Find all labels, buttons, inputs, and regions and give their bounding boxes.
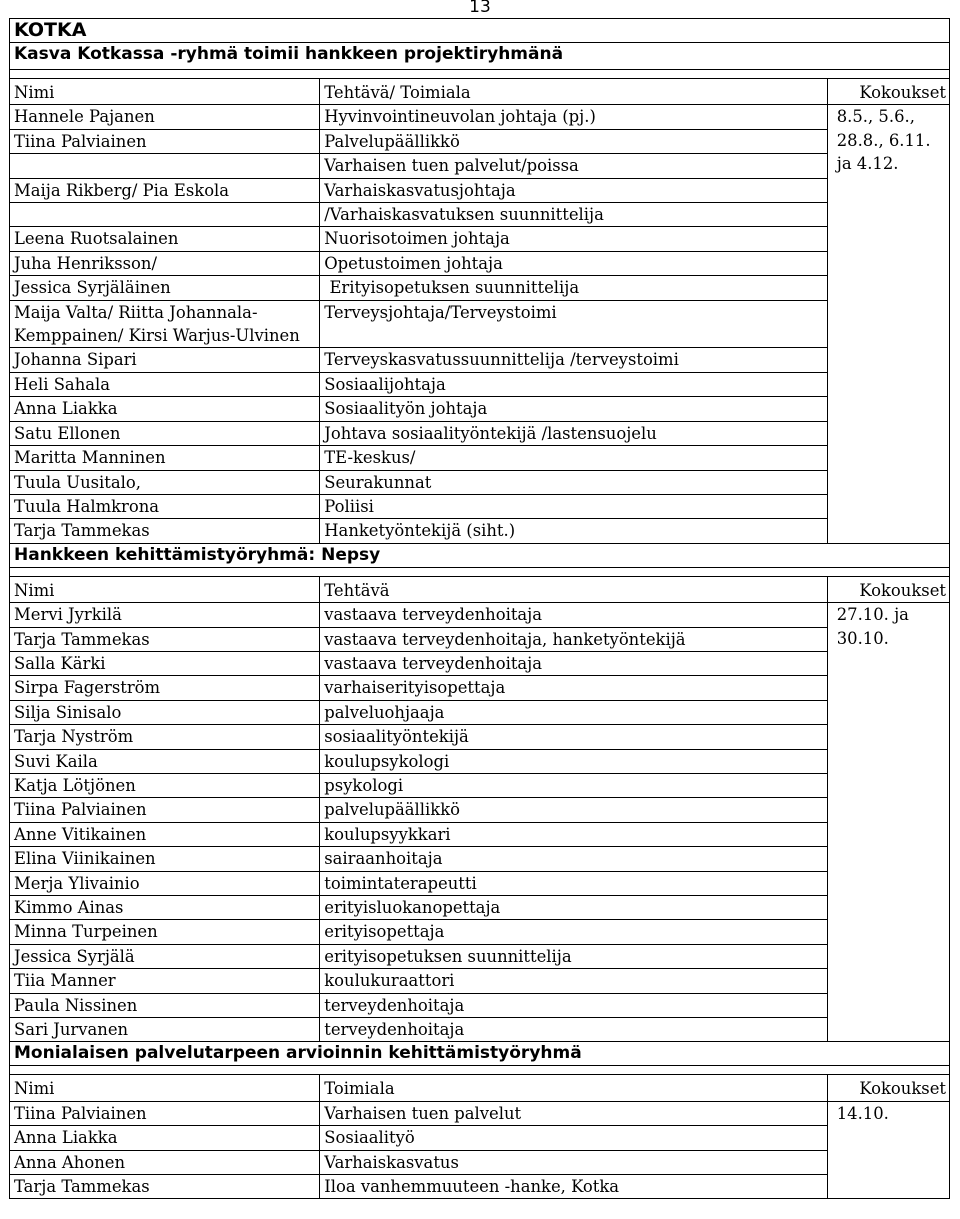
member-name: Suvi Kaila: [10, 749, 320, 773]
spacer-row: [10, 70, 950, 79]
table-row: [10, 1126, 950, 1150]
member-role: vastaava terveydenhoitaja: [320, 603, 827, 627]
meetings-cell: [827, 1101, 949, 1199]
table-row: [10, 871, 950, 895]
table-row: [10, 896, 950, 920]
member-name: Jessica Syrjäläinen: [10, 276, 320, 300]
doc-heading: KOTKA: [10, 19, 950, 43]
member-role: Terveysjohtaja/Terveystoimi: [320, 300, 827, 348]
member-name: Katja Lötjönen: [10, 773, 320, 797]
member-name: Tuula Uusitalo,: [10, 470, 320, 494]
table-row: [10, 798, 950, 822]
section1-header-meetings: Kokoukset: [827, 79, 949, 105]
table-row: [10, 154, 950, 178]
section2-header-name: Nimi: [10, 576, 320, 602]
member-role: koulukuraattori: [320, 969, 827, 993]
member-name: Satu Ellonen: [10, 421, 320, 445]
member-name: Tiina Palviainen: [10, 129, 320, 153]
member-role: Terveyskasvatussuunnittelija /terveystoimi: [320, 348, 827, 372]
table-row: [10, 700, 950, 724]
member-role: Varhaisen tuen palvelut/poissa: [320, 154, 827, 178]
member-role: Varhaiskasvatus: [320, 1150, 827, 1174]
member-name: Merja Ylivainio: [10, 871, 320, 895]
member-role: terveydenhoitaja: [320, 993, 827, 1017]
member-name: Tiia Manner: [10, 969, 320, 993]
section1-header-row: [10, 79, 950, 105]
table-row: [10, 822, 950, 846]
section2-title: Hankkeen kehittämistyöryhmä: Nepsy: [10, 543, 950, 567]
table-row: [10, 519, 950, 543]
table-row: [10, 276, 950, 300]
section3-body: [10, 1101, 950, 1199]
table-row: [10, 603, 950, 627]
member-role: varhaiserityisopettaja: [320, 676, 827, 700]
member-role: Johtava sosiaalityöntekijä /lastensuojelu: [320, 421, 827, 445]
table-row: [10, 470, 950, 494]
member-role: sairaanhoitaja: [320, 847, 827, 871]
member-role: erityisopetuksen suunnittelija: [320, 944, 827, 968]
table-row: [10, 300, 950, 348]
member-name: Sari Jurvanen: [10, 1018, 320, 1042]
table-row: [10, 773, 950, 797]
member-name: Paula Nissinen: [10, 993, 320, 1017]
section2-header-meetings: Kokoukset: [827, 576, 949, 602]
spacer-row: [10, 567, 950, 576]
table-row: [10, 1175, 950, 1199]
meeting-dates: 14.10.: [836, 1103, 889, 1123]
table-row: [10, 920, 950, 944]
document-table: [9, 18, 950, 1199]
meeting-dates: 27.10. ja: [836, 605, 909, 625]
page-number: 13: [469, 0, 491, 17]
section2-title-row: [10, 543, 950, 567]
section3-header-name: Nimi: [10, 1075, 320, 1101]
member-name: Maija Valta/ Riitta Johannala-Kemppainen/ Kirsi Warjus-Ulvinen: [10, 300, 320, 348]
table-row: [10, 651, 950, 675]
table-row: [10, 944, 950, 968]
heading-row: [10, 19, 950, 43]
meetings-cell: [827, 603, 949, 1042]
table-row: [10, 749, 950, 773]
table-row: [10, 446, 950, 470]
meeting-dates: 8.5., 5.6.,: [836, 107, 915, 127]
section3-header-row: [10, 1075, 950, 1101]
member-role: TE-keskus/: [320, 446, 827, 470]
member-role: Hanketyöntekijä (siht.): [320, 519, 827, 543]
member-name: Heli Sahala: [10, 372, 320, 396]
meeting-dates: ja 4.12.: [836, 154, 899, 174]
member-name: Elina Viinikainen: [10, 847, 320, 871]
member-role: Sosiaalityö: [320, 1126, 827, 1150]
member-role: vastaava terveydenhoitaja: [320, 651, 827, 675]
section1-body: [10, 105, 950, 543]
table-row: [10, 627, 950, 651]
table-row: [10, 397, 950, 421]
member-role: Hyvinvointineuvolan johtaja (pj.): [320, 105, 827, 129]
member-name: Tarja Tammekas: [10, 627, 320, 651]
section3-header-meetings: Kokoukset: [827, 1075, 949, 1101]
section2-header-role: Tehtävä: [320, 576, 827, 602]
section1-header-name: Nimi: [10, 79, 320, 105]
table-row: [10, 1101, 950, 1125]
member-name: Tarja Tammekas: [10, 519, 320, 543]
table-row: [10, 421, 950, 445]
table-row: [10, 348, 950, 372]
member-name: Tarja Tammekas: [10, 1175, 320, 1199]
member-name: Salla Kärki: [10, 651, 320, 675]
member-name: Anna Liakka: [10, 397, 320, 421]
member-role: Poliisi: [320, 494, 827, 518]
member-name: Kimmo Ainas: [10, 896, 320, 920]
section1-header-role: Tehtävä/ Toimiala: [320, 79, 827, 105]
table-row: [10, 203, 950, 227]
member-name: [10, 154, 320, 178]
section3-title: Monialaisen palvelutarpeen arvioinnin kehittämistyöryhmä: [10, 1042, 950, 1066]
member-name: Tiina Palviainen: [10, 798, 320, 822]
member-role: sosiaalityöntekijä: [320, 725, 827, 749]
member-role: Sosiaalijohtaja: [320, 372, 827, 396]
table-row: [10, 251, 950, 275]
table-row: [10, 494, 950, 518]
section3-title-row: [10, 1042, 950, 1066]
member-name: Johanna Sipari: [10, 348, 320, 372]
member-name: Maija Rikberg/ Pia Eskola: [10, 178, 320, 202]
member-role: koulupsyykkari: [320, 822, 827, 846]
member-role: Erityisopetuksen suunnittelija: [320, 276, 827, 300]
table-row: [10, 105, 950, 129]
member-role: Nuorisotoimen johtaja: [320, 227, 827, 251]
member-name: Anna Ahonen: [10, 1150, 320, 1174]
member-role: palveluohjaaja: [320, 700, 827, 724]
section3-header-role: Toimiala: [320, 1075, 827, 1101]
spacer-row: [10, 1066, 950, 1075]
member-name: Anne Vitikainen: [10, 822, 320, 846]
member-role: Varhaisen tuen palvelut: [320, 1101, 827, 1125]
member-role: Palvelupäällikkö: [320, 129, 827, 153]
member-name: Hannele Pajanen: [10, 105, 320, 129]
member-role: Seurakunnat: [320, 470, 827, 494]
member-name: Maritta Manninen: [10, 446, 320, 470]
table-row: [10, 676, 950, 700]
member-role: Opetustoimen johtaja: [320, 251, 827, 275]
table-row: [10, 1018, 950, 1042]
subheading-row: [10, 43, 950, 70]
table-row: [10, 227, 950, 251]
member-name: Anna Liakka: [10, 1126, 320, 1150]
member-role: Varhaiskasvatusjohtaja: [320, 178, 827, 202]
table-row: [10, 129, 950, 153]
member-name: Tarja Nyström: [10, 725, 320, 749]
member-name: Silja Sinisalo: [10, 700, 320, 724]
member-name: [10, 203, 320, 227]
meeting-dates: 28.8., 6.11.: [836, 130, 931, 150]
table-row: [10, 725, 950, 749]
meetings-cell: [827, 105, 949, 543]
member-name: Mervi Jyrkilä: [10, 603, 320, 627]
doc-subheading: Kasva Kotkassa -ryhmä toimii hankkeen projektiryhmänä: [10, 43, 950, 70]
member-name: Minna Turpeinen: [10, 920, 320, 944]
member-role: Sosiaalityön johtaja: [320, 397, 827, 421]
member-name: Tuula Halmkrona: [10, 494, 320, 518]
member-role: psykologi: [320, 773, 827, 797]
member-role: erityisopettaja: [320, 920, 827, 944]
table-row: [10, 178, 950, 202]
meeting-dates: 30.10.: [836, 628, 889, 648]
member-name: Jessica Syrjälä: [10, 944, 320, 968]
member-name: Leena Ruotsalainen: [10, 227, 320, 251]
member-role: palvelupäällikkö: [320, 798, 827, 822]
table-row: [10, 1150, 950, 1174]
member-role: toimintaterapeutti: [320, 871, 827, 895]
member-name: Juha Henriksson/: [10, 251, 320, 275]
table-row: [10, 847, 950, 871]
member-role: terveydenhoitaja: [320, 1018, 827, 1042]
section2-header-row: [10, 576, 950, 602]
table-row: [10, 969, 950, 993]
member-role: /Varhaiskasvatuksen suunnittelija: [320, 203, 827, 227]
member-role: erityisluokanopettaja: [320, 896, 827, 920]
member-role: vastaava terveydenhoitaja, hanketyöntekijä: [320, 627, 827, 651]
member-name: Sirpa Fagerström: [10, 676, 320, 700]
section2-body: [10, 603, 950, 1042]
member-role: koulupsykologi: [320, 749, 827, 773]
table-row: [10, 993, 950, 1017]
table-row: [10, 372, 950, 396]
member-role: Iloa vanhemmuuteen -hanke, Kotka: [320, 1175, 827, 1199]
member-name: Tiina Palviainen: [10, 1101, 320, 1125]
